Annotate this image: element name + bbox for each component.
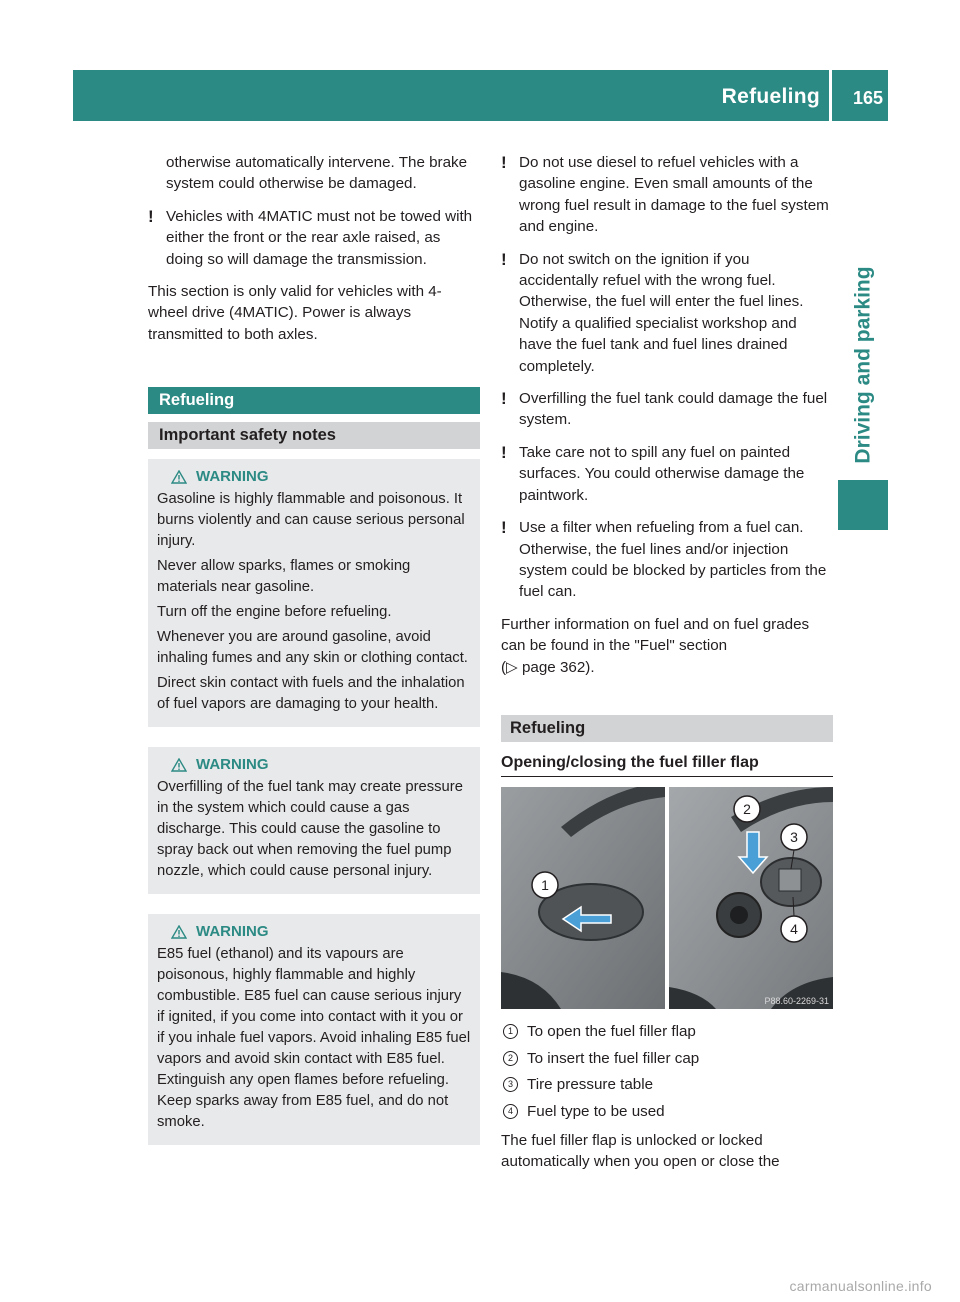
legend-text: Fuel type to be used	[527, 1102, 665, 1120]
warning-text: Never allow sparks, flames or smoking materials near gasoline.	[157, 558, 411, 596]
section-title-refueling: Refueling	[148, 387, 480, 414]
warning-label: WARNING	[196, 756, 269, 774]
fuel-filler-illustration	[501, 787, 833, 1009]
legend-item	[501, 1074, 833, 1095]
heading-fuel-filler-flap: Opening/closing the fuel filler flap	[501, 752, 833, 777]
side-tab-label-box	[840, 250, 888, 480]
legend-number: 1	[503, 1024, 518, 1039]
notice-spill	[501, 442, 833, 506]
notice-text: Overfilling the fuel tank could damage the fuel system.	[519, 390, 828, 429]
warning-text: Whenever you are around gasoline, avoid inhaling fumes and any skin or clothing contact.	[157, 629, 468, 667]
callout-1-label: 1	[541, 877, 549, 894]
notice-overfilling	[501, 388, 833, 431]
legend-number: 3	[503, 1077, 518, 1092]
intro-continuation: otherwise automatically intervene. The brake system could otherwise be damaged.	[166, 154, 468, 193]
exclamation-icon: !	[501, 518, 507, 538]
right-column	[501, 152, 833, 1184]
warning-triangle-icon	[171, 758, 187, 772]
warning-box-overfilling	[148, 747, 480, 894]
side-tab-square	[838, 480, 888, 530]
warning-header	[157, 754, 472, 775]
page-reference-link[interactable]: (▷ page 362).	[501, 658, 595, 676]
notice-filter	[501, 517, 833, 603]
warning-header	[157, 921, 472, 942]
header-separator	[829, 70, 832, 121]
exclamation-icon: !	[148, 206, 154, 226]
warning-label: WARNING	[196, 468, 269, 486]
exclamation-icon: !	[501, 389, 507, 409]
legend-number: 2	[503, 1051, 518, 1066]
callout-3-label: 3	[790, 829, 798, 846]
notice-ignition	[501, 249, 833, 377]
notice-4matic	[148, 206, 480, 270]
header-bar	[73, 70, 888, 121]
closing-paragraph: The fuel filler flap is unlocked or locked automatically when you open or close the	[501, 1131, 780, 1171]
warning-header	[157, 466, 472, 487]
legend-number: 4	[503, 1104, 518, 1119]
warning-triangle-icon	[171, 925, 187, 939]
figure-code: P88.60-2269-31	[764, 996, 829, 1007]
legend-text: To open the fuel filler flap	[527, 1023, 696, 1041]
side-tab	[838, 121, 888, 250]
legend-item	[501, 1021, 833, 1042]
warning-triangle-icon	[171, 470, 187, 484]
warning-text: Direct skin contact with fuels and the inhalation of fuel vapors are damaging to your health.	[157, 675, 465, 713]
warning-text: E85 fuel (ethanol) and its vapours are poisonous, highly flammable and highly combustible. E85 fuel can cause serious injury if ignited, if you come into contact with it you or if you inhale fuel vapors. Avoid inhaling E85 fuel vapors and avoid skin contact with E85 fuel. Extinguish any open flames before refueling. Keep sparks away from E85 fuel, and do not smoke.	[157, 946, 471, 1131]
legend-item	[501, 1048, 833, 1069]
warning-text: Overfilling of the fuel tank may create pressure in the system which could cause a gas discharge. This could cause the gasoline to spray back out when removing the fuel pump nozzle, which could cause personal injury.	[157, 779, 463, 880]
header-title: Refueling	[721, 85, 820, 108]
further-info	[501, 614, 833, 678]
warning-text: Gasoline is highly flammable and poisonous. It burns violently and can cause serious personal injury.	[157, 491, 465, 550]
notice-text: Do not switch on the ignition if you accidentally refuel with the wrong fuel. Otherwise, the fuel will enter the fuel lines. Notify a qualified specialist workshop and have the fuel tank and fuel lines drained completely.	[519, 250, 804, 375]
left-column	[148, 152, 480, 1157]
paragraph-4wd: This section is only valid for vehicles with 4-wheel drive (4MATIC). Power is always transmitted to both axles.	[148, 283, 442, 343]
warning-box-gasoline	[148, 459, 480, 727]
warning-label: WARNING	[196, 923, 269, 941]
warning-box-e85	[148, 914, 480, 1145]
notice-text: Take care not to spill any fuel on painted surfaces. You could otherwise damage the paintwork.	[519, 443, 805, 504]
further-info-text: Further information on fuel and on fuel grades can be found in the "Fuel" section	[501, 615, 810, 655]
notice-text: Vehicles with 4MATIC must not be towed with either the front or the rear axle raised, as doing so will damage the transmission.	[166, 207, 473, 268]
side-tab-label: Driving and parking	[852, 266, 876, 464]
exclamation-icon: !	[501, 442, 507, 462]
notice-text: Do not use diesel to refuel vehicles with a gasoline engine. Even small amounts of the wrong fuel result in damage to the fuel system and engine.	[519, 154, 829, 236]
warning-text: Turn off the engine before refueling.	[157, 604, 392, 621]
section-title-refueling-2: Refueling	[501, 715, 833, 742]
legend-item	[501, 1101, 833, 1122]
notice-text: Use a filter when refueling from a fuel can. Otherwise, the fuel lines and/or injection system could be blocked by particles from the fuel can.	[519, 519, 827, 601]
page-number: 165	[852, 88, 883, 108]
legend-text: To insert the fuel filler cap	[527, 1049, 700, 1067]
callout-2-label: 2	[743, 801, 751, 818]
notice-diesel	[501, 152, 833, 238]
callout-4-label: 4	[790, 921, 798, 938]
watermark: carmanualsonline.info	[789, 1278, 932, 1294]
legend-text: Tire pressure table	[527, 1076, 654, 1094]
exclamation-icon: !	[501, 153, 507, 172]
subsection-title-safety: Important safety notes	[148, 422, 480, 449]
exclamation-icon: !	[501, 249, 507, 269]
fuel-filler-figure	[501, 787, 833, 1009]
